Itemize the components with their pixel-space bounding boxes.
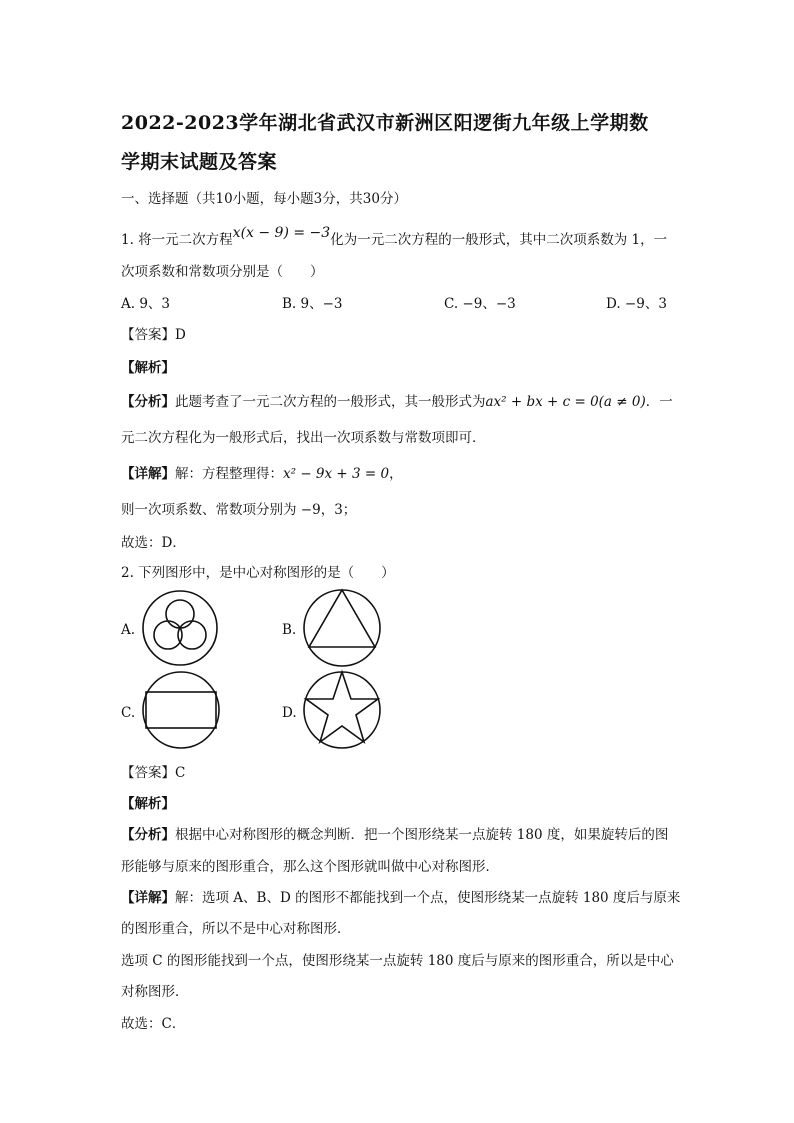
q2-label-b: B. (282, 622, 297, 638)
q1-option-d: D. −9、3 (606, 296, 667, 312)
q1-xiangjie-formula: x² − 9x + 3 = 0 (283, 466, 390, 482)
q1-general-form: ax² + bx + c = 0(a ≠ 0) (485, 394, 646, 410)
q1-option-c: C. −9、−3 (444, 296, 516, 312)
q1-equation: x(x − 9) = −3 (232, 225, 331, 241)
q2-fenxi-text: 根据中心对称图形的概念判断．把一个图形绕某一点旋转 180 度，如果旋转后的图 (175, 827, 669, 843)
q2-figure-c-circle-rectangle (141, 670, 221, 750)
q1-option-b: B. 9、−3 (282, 296, 343, 312)
q1-fenxi-text: 此题考查了一元二次方程的一般形式，其一般形式为 (175, 394, 486, 410)
section-heading: 一、选择题（共10小题，每小题3分，共30分） (121, 191, 407, 207)
q1-result: 则一次项系数、常数项分别为 −9，3； (121, 502, 357, 518)
q2-figure-a-circle-three-arcs (141, 589, 219, 667)
q2-xiangjie-tag: 【详解】 (121, 890, 175, 906)
q1-xiangjie-tail: ， (389, 466, 403, 482)
q2-analysis-line1 (121, 823, 668, 843)
q1-stem-line2: 次项系数和常数项分别是（ ） (121, 264, 324, 280)
q2-option-c-explain-line1: 选项 C 的图形能找到一个点，使图形绕某一点旋转 180 度后与原来的图形重合，所以是中心 (121, 953, 674, 969)
page-title-line2: 学期末试题及答案 (121, 151, 278, 173)
q1-stem-line1 (121, 225, 668, 248)
q1-detail-line (121, 462, 403, 482)
q2-label-a: A. (121, 622, 136, 638)
q1-choose: 故选：D． (121, 535, 186, 551)
q2-xiangjie-text: 解：选项 A、B、D 的图形不都能找到一个点，使图形绕某一点旋转 180 度后与原来 (175, 890, 681, 906)
q2-label-d: D. (282, 705, 297, 721)
page-title-line1: 2022-2023学年湖北省武汉市新洲区阳逻街九年级上学期数 (121, 112, 649, 134)
q2-stem: 2. 下列图形中，是中心对称图形的是（ ） (121, 565, 395, 581)
q2-choose: 故选：C． (121, 1016, 186, 1032)
q2-answer: 【答案】C (121, 765, 186, 781)
q1-xiangjie-text: 解：方程整理得： (175, 466, 283, 482)
q2-label-c: C. (121, 705, 136, 721)
q2-analysis-tag: 【解析】 (121, 796, 175, 812)
q2-analysis-line2: 形能够与原来的图形重合，那么这个图形就叫做中心对称图形． (121, 859, 499, 875)
q2-detail-line1 (121, 886, 680, 906)
q2-figure-b-circle-triangle (302, 588, 382, 668)
q2-option-c-explain-line2: 对称图形． (121, 984, 189, 1000)
q1-suffix: 化为一元二次方程的一般形式，其中二次项系数为 1，一 (330, 232, 668, 248)
q1-option-a: A. 9、3 (121, 296, 171, 312)
q1-analysis-tag: 【解析】 (121, 360, 175, 376)
q1-answer: 【答案】D (121, 327, 186, 343)
q1-analysis-line2: 元二次方程化为一般形式后，找出一次项系数与常数项即可． (121, 430, 486, 446)
q1-fenxi-tag: 【分析】 (121, 394, 175, 410)
q2-fenxi-tag: 【分析】 (121, 827, 175, 843)
q1-prefix: 1. 将一元二次方程 (121, 232, 233, 248)
q2-detail-line2: 的图形重合，所以不是中心对称图形． (121, 921, 351, 937)
q2-figure-d-circle-star (302, 670, 382, 750)
q1-analysis-line1 (121, 390, 673, 410)
q1-fenxi-tail: ．一 (645, 394, 673, 410)
q1-xiangjie-tag: 【详解】 (121, 466, 175, 482)
